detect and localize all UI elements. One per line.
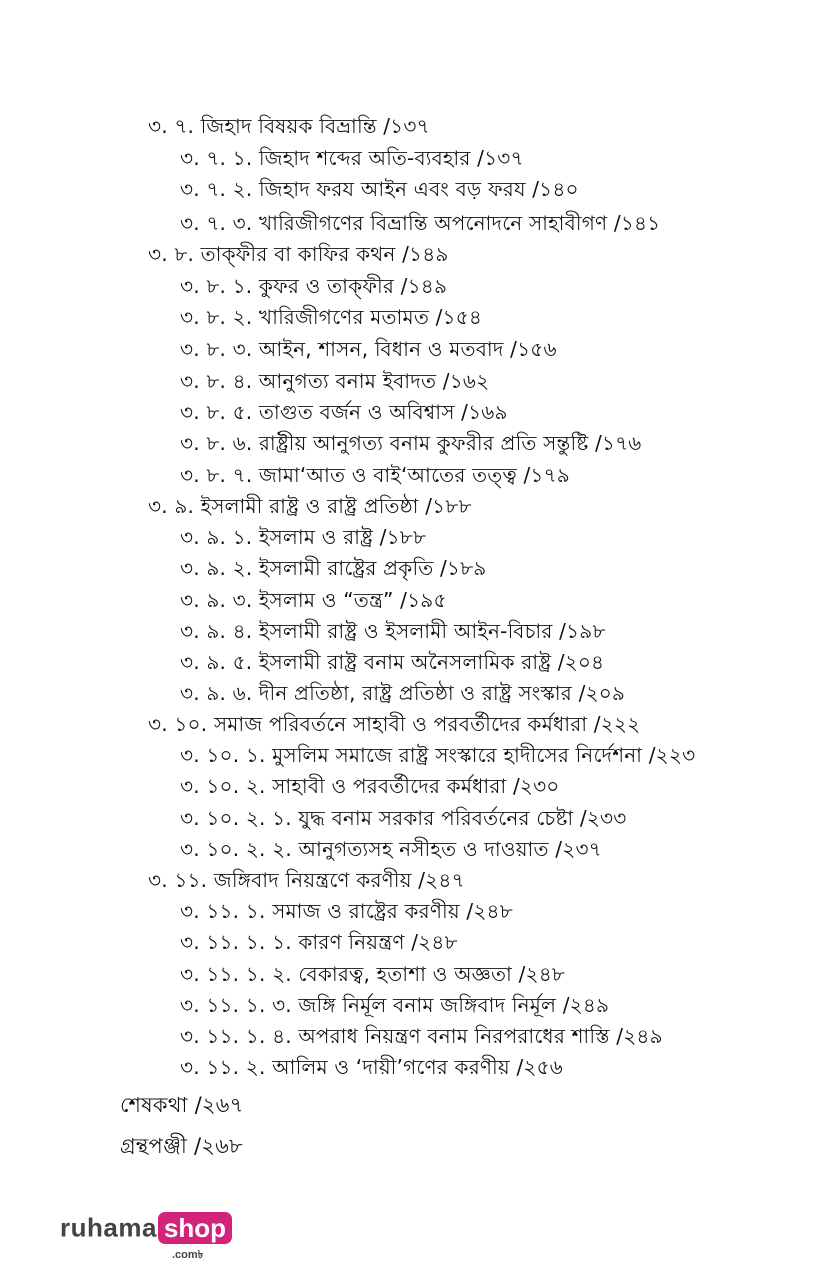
toc-entry: ৩. ৯. ৩. ইসলাম ও “তন্ত্র” /১৯৫ xyxy=(180,588,447,612)
toc-entry: ৩. ১১. ১. ১. কারণ নিয়ন্ত্রণ /২৪৮ xyxy=(180,930,458,954)
toc-entry: ৩. ১১. ১. ৪. অপরাধ নিয়ন্ত্রণ বনাম নিরপরাধের শাস্তি /২৪৯ xyxy=(180,1024,663,1048)
toc-entry: ৩. ৮. তাক্‌ফীর বা কাফির কথন /১৪৯ xyxy=(148,242,449,266)
toc-entry: ৩. ১০. ২. সাহাবী ও পরবর্তীদের কর্মধারা /২৩০ xyxy=(180,774,560,798)
toc-entry: ৩. ১১. ১. ২. বেকারত্ব, হতাশা ও অজ্ঞতা /২৪৮ xyxy=(180,962,566,986)
toc-entry: ৩. ৭. ১. জিহাদ শব্দের অতি-ব্যবহার /১৩৭ xyxy=(180,146,524,170)
toc-entry: ৩. ৯. ৬. দীন প্রতিষ্ঠা, রাষ্ট্র প্রতিষ্ঠা ও রাষ্ট্র সংস্কার /২০৯ xyxy=(180,681,626,705)
toc-entry: ৩. ৮. ৪. আনুগত্য বনাম ইবাদত /১৬২ xyxy=(180,369,490,393)
logo-text-shop: shop xyxy=(158,1212,232,1244)
toc-entry: ৩. ৭. ২. জিহাদ ফরয আইন এবং বড় ফরয /১৪০ xyxy=(180,177,579,201)
toc-closing-entry: গ্রন্থপঞ্জী /২৬৮ xyxy=(120,1134,243,1158)
toc-entry: ৩. ৯. ১. ইসলাম ও রাষ্ট্র /১৮৮ xyxy=(180,525,427,549)
toc-entry: ৩. ৯. ৫. ইসলামী রাষ্ট্র বনাম অনৈসলামিক রাষ্ট্র /২০৪ xyxy=(180,650,605,674)
toc-entry: ৩. ১০. ২. ২. আনুগত্যসহ নসীহত ও দাওয়াত /২৩৭ xyxy=(180,837,602,861)
logo-text-domain: .com৳ xyxy=(172,1249,204,1261)
toc-entry: ৩. ৭. জিহাদ বিষয়ক বিভ্রান্তি /১৩৭ xyxy=(148,114,430,138)
toc-entry: ৩. ১০. সমাজ পরিবর্তনে সাহাবী ও পরবর্তীদের কর্মধারা /২২২ xyxy=(148,712,641,736)
toc-entry: ৩. ৯. ইসলামী রাষ্ট্র ও রাষ্ট্র প্রতিষ্ঠা /১৮৮ xyxy=(148,494,472,518)
toc-entry: ৩. ১০. ২. ১. যুদ্ধ বনাম সরকার পরিবর্তনের চেষ্টা /২৩৩ xyxy=(180,806,627,830)
toc-entry: ৩. ১১. জঙ্গিবাদ নিয়ন্ত্রণে করণীয় /২৪৭ xyxy=(148,868,465,892)
toc-entry: ৩. ১০. ১. মুসলিম সমাজে রাষ্ট্র সংস্কারে হাদীসের নির্দেশনা /২২৩ xyxy=(180,743,696,767)
toc-entry: ৩. ১১. ২. আলিম ও ‘দায়ী’গণের করণীয় /২৫৬ xyxy=(180,1055,563,1079)
toc-entry: ৩. ৮. ১. কুফর ও তাক্‌ফীর /১৪৯ xyxy=(180,274,448,298)
toc-entry: ৩. ৭. ৩. খারিজীগণের বিভ্রান্তি অপনোদনে সাহাবীগণ /১৪১ xyxy=(180,211,661,235)
toc-entry: ৩. ১১. ১. সমাজ ও রাষ্ট্রের করণীয় /২৪৮ xyxy=(180,899,513,923)
toc-entry: ৩. ৮. ৬. রাষ্ট্রীয় আনুগত্য বনাম কুফরীর প্রতি সন্তুষ্টি /১৭৬ xyxy=(180,431,642,455)
toc-closing-entry: শেষকথা /২৬৭ xyxy=(120,1093,244,1117)
toc-entry: ৩. ৮. ২. খারিজীগণের মতামত /১৫৪ xyxy=(180,305,483,329)
toc-entry: ৩. ৮. ৩. আইন, শাসন, বিধান ও মতবাদ /১৫৬ xyxy=(180,337,557,361)
ruhamashop-logo xyxy=(60,1212,232,1261)
logo-text-ruhama: ruhama xyxy=(60,1212,157,1243)
toc-entry: ৩. ৮. ৭. জামা‘আত ও বাই‘আতের তত্ত্ব /১৭৯ xyxy=(180,463,570,487)
toc-entry: ৩. ১১. ১. ৩. জঙ্গি নির্মূল বনাম জঙ্গিবাদ নির্মূল /২৪৯ xyxy=(180,993,610,1017)
toc-entry: ৩. ৯. ২. ইসলামী রাষ্ট্রের প্রকৃতি /১৮৯ xyxy=(180,556,487,580)
toc-entry: ৩. ৯. ৪. ইসলামী রাষ্ট্র ও ইসলামী আইন-বিচার /১৯৮ xyxy=(180,619,606,643)
toc-entry: ৩. ৮. ৫. তাগুত বর্জন ও অবিশ্বাস /১৬৯ xyxy=(180,400,508,424)
